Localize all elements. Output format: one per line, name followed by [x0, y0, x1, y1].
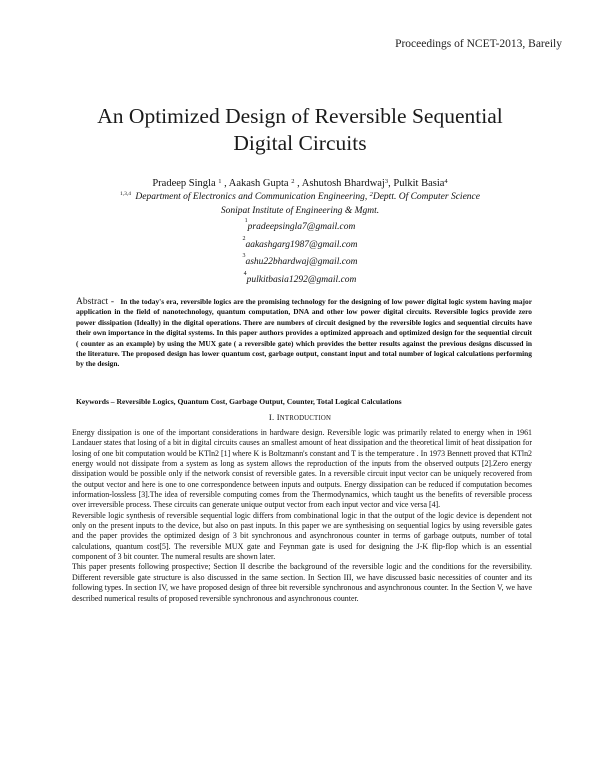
affiliation-institute: Sonipat Institute of Engineering & Mgmt. — [220, 205, 380, 216]
paragraph-3: This paper presents following prospective; Section II describe the background of the reversible logic and the conditions for the reversibility. Different reversible gate structure is also discussed in the same section. In Section III, we have discussed basic necessities of counter and its following types. In section IV, we have proposed design of three bit reversible synchronous and asynchronous counter. In the Section V, we have described numerical results of proposed reversible synchronous and asynchronous counter. — [72, 562, 532, 603]
affiliation-dept-line — [40, 191, 560, 205]
title-line-1: An Optimized Design of Reversible Sequential — [97, 104, 503, 128]
abstract-heading: Abstract - — [76, 297, 115, 307]
author-sup: 2 — [291, 178, 295, 185]
proceedings-header: Proceedings of NCET-2013, Bareily — [395, 38, 562, 50]
affiliation-sup-2: 2 — [369, 191, 373, 198]
paper-title — [40, 103, 560, 157]
body-text — [72, 428, 532, 604]
author-name: Pradeep Singla — [152, 178, 216, 189]
affiliation — [40, 191, 560, 217]
author-sup: 1 — [218, 178, 222, 185]
email-item: $^2$aakashgarg1987@gmail.com — [242, 235, 358, 250]
email-link[interactable]: pradeepsingla7@gmail.com — [247, 222, 356, 233]
abstract — [76, 297, 532, 370]
paragraph-1: Energy dissipation is one of the important considerations in hardware design. Reversible logic was primarily related to energy when in 1961 Landauer states that losing of a bit in digital circuits causes an smallest amount of heat dissipation and the theoretical limit of heat dissipation for losing of one bit computation would be KTln2 [1] where K is Boltzmann's constant and T is the temperature . In 1973 Bennett proved that KTln2 energy would not dissipate from a system as long as system allows the reproduction of the inputs from the observed outputs [2].Zero energy dissipation would be possible only if the network consist of reversible gates. In a reversible circuit input vector can be uniquely recovered from the output vector and here is one to one correspondence between inputs and outputs. Energy dissipation can be reduced if computation becomes information-lossless [3].The idea of reversible computing comes from the Thermodynamics, which taught us the benefits of reversible process over irreversible process. These circuits can generate unique output vector from each input vector and vice versa [4]. — [72, 428, 532, 510]
email-item: $^1$pradeepsingla7@gmail.com — [244, 218, 356, 233]
section-heading-introduction — [40, 412, 560, 422]
affiliation-dept-2: Deptt. Of Computer Science — [372, 192, 480, 202]
keywords: Keywords – Reversible Logics, Quantum Cost, Garbage Output, Counter, Total Logical Calculations — [76, 397, 402, 406]
email-link[interactable]: pulkitbasia1292@gmail.com — [246, 275, 357, 286]
author-list: Pradeep Singla $^1$ , Aakash Gupta $^2$ , Ashutosh Bhardwaj$^3$, Pulkit Basia$^4$ — [152, 178, 448, 189]
email-link[interactable]: aakashgarg1987@gmail.com — [245, 239, 358, 250]
affiliation-sup: 1,3,4 — [120, 191, 132, 197]
email-item: $^4$pulkitbasia1292@gmail.com — [243, 270, 357, 286]
title-line-2: Digital Circuits — [233, 131, 367, 155]
affiliation-dept: Department of Electronics and Communication Engineering, — [135, 192, 368, 202]
abstract-text: In the today's era, reversible logics are the promising technology for the designing of low power digital logic system having major application in the field of nanotechnology, quantum computation, DNA and other low power digital circuits. Reversible logics provide zero power dissipation (Ideally) in the digital operations. There are numbers of circuit designed by the reversible logics and sequential circuits have their own importance in the digital systems. In this paper authors provides a optimized approach and optimized design for the sequential circuit ( counter as an example) by using the MUX gate ( a reversible gate) which provides the better results against the previous designs discussed in the literature. The proposed design has lower quantum cost, garbage output, constant input and total number of logical calculations performing by the design. — [76, 297, 532, 369]
email-link[interactable]: ashu22bhardwaj@gmail.com — [245, 257, 358, 268]
author-name: Ashutosh Bhardwaj — [301, 178, 385, 189]
section-rest: NTRODUCTION — [279, 415, 332, 422]
section-initial: I — [276, 412, 280, 422]
email-list — [40, 217, 560, 288]
paragraph-2: Reversible logic synthesis of reversible sequential logic differs from combinational logic in that the output of the logic device is dependent not only on the present inputs to the device, but also on past inputs. In this paper we are synthesising on sequential logics by using reversible gates and the paper provides the optimized design of 3 bit synchronous and asynchronous counter in terms of garbage outputs, number of total calculations, quantum cost[5]. The reversible MUX gate and Feynman gate is used for designing the J-K flip-flop which is an essential component of 3 bit counter. The numeral results are shown later. — [72, 510, 532, 562]
email-item: $^3$ashu22bhardwaj@gmail.com — [242, 253, 358, 268]
author-sup: 4 — [444, 178, 448, 185]
author-name: Aakash Gupta — [228, 178, 289, 189]
author-sup: 3 — [384, 178, 389, 185]
author-name: Pulkit Basia — [393, 178, 445, 189]
section-number: I. — [268, 412, 275, 422]
